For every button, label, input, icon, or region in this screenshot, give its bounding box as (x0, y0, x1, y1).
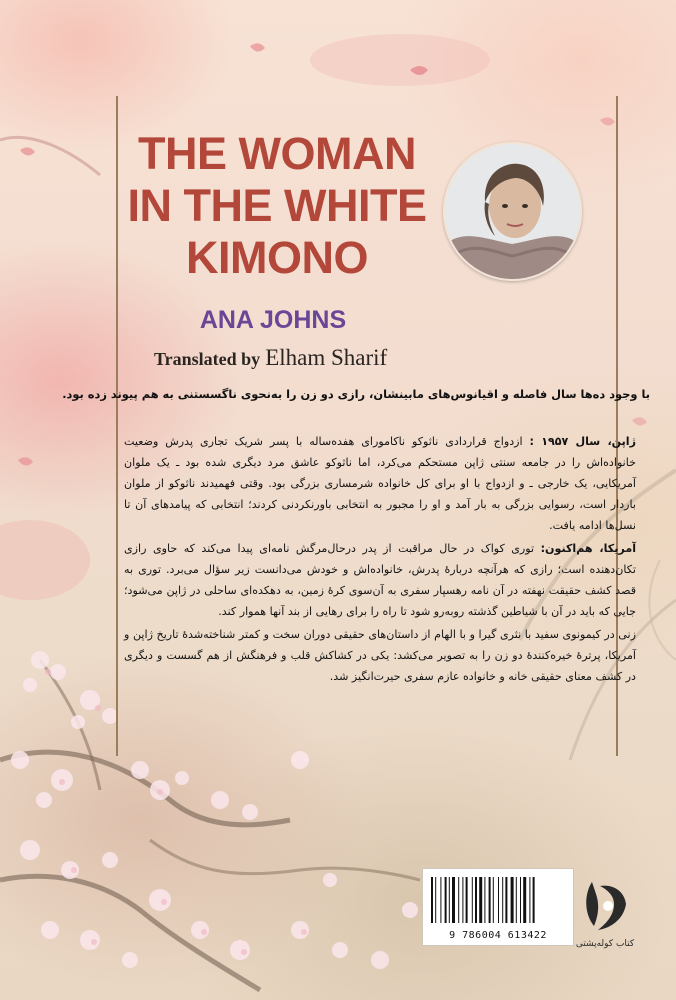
synopsis-paragraph (124, 431, 636, 536)
author-name: ANA JOHNS (199, 306, 347, 334)
isbn-number: 9 786004 613422 (449, 930, 547, 941)
publisher-name: کتاب کوله‌پشتی (575, 939, 635, 949)
paragraph-lead: آمریکا، هم‌اکنون: (540, 542, 636, 555)
author-photo (443, 142, 582, 281)
book-title (112, 128, 442, 284)
tagline: با وجود ده‌ها سال فاصله و اقیانوس‌های مابینشان، رازی دو زن را به‌نحوی ناگسستنی به هم پیوند زده بود. (62, 387, 650, 401)
barcode-icon (431, 877, 565, 923)
publisher-logo-icon (578, 876, 632, 938)
translator-credit (154, 345, 424, 371)
isbn-barcode (422, 868, 574, 946)
paragraph-text: ازدواج قراردادی ناثوکو ناکامورای هفده‌ساله با پسر شریک تجاری پدرش وضعیت خانواده‌اش را در جامعه سنتی ژاپن مستحکم می‌کرد، اما ناثوکو عاشق مرد دیگری شده بود ـ یک ملوان آمریکایی، یک خارجی ـ و ازدواج با او برای کل خانواده شرمساری بزرگی بود. وقتی فهمیدند ناثوکو از ملوان باردار است، رسوایی بزرگی به بار آمد و او را مجبور به انتخابی باورنکردنی کردند؛ انتخابی که پیامدهای آن تا نسل‌ها ادامه یافت. (124, 435, 636, 532)
synopsis-paragraph (124, 538, 636, 622)
paragraph-text: زنی در کیمونوی سفید با نثری گیرا و با الهام از داستان‌های حقیقی دوران سخت و کمتر شناخته‌شدهٔ تاریخ ژاپن و آمریکا، پرترهٔ خیره‌کنندهٔ دو زن را به تصویر می‌کشد: یکی در کشاکش قلب و فرهنگش از هم گسست و دیگری در کشف معنای حقیقی خانه و خانواده عازم سفری حیرت‌انگیز شد. (124, 628, 636, 683)
translator-label: Translated by (154, 349, 261, 369)
book-title-line: KIMONO (186, 232, 368, 283)
book-title-line: THE WOMAN (138, 128, 416, 179)
synopsis-paragraph (124, 624, 636, 687)
paragraph-lead: ژاپن، سال ۱۹۵۷ : (529, 435, 636, 448)
book-title-line: IN THE WHITE (127, 180, 427, 231)
translator-name: Elham Sharif (265, 345, 388, 370)
paragraph-text: توری کواک در حال مراقبت از پدر درحال‌مرگش نامه‌ای پیدا می‌کند که حاوی رازی تکان‌دهنده است؛ رازی که هرآنچه دربارهٔ پدرش، خانواده‌اش و خودش می‌دانست زیر سؤال می‌برد. توری به قصد کشف حقیقت نهفته در آن نامه رهسپار سفری به آن‌سوی کرهٔ زمین، به دهکده‌ای ساحلی در ژاپن می‌شود؛ جایی که باید در آن با شیاطین گذشته روبه‌رو شود تا راه را برای رهایی از بند آنها هموار کند. (124, 542, 636, 618)
synopsis (124, 431, 636, 689)
